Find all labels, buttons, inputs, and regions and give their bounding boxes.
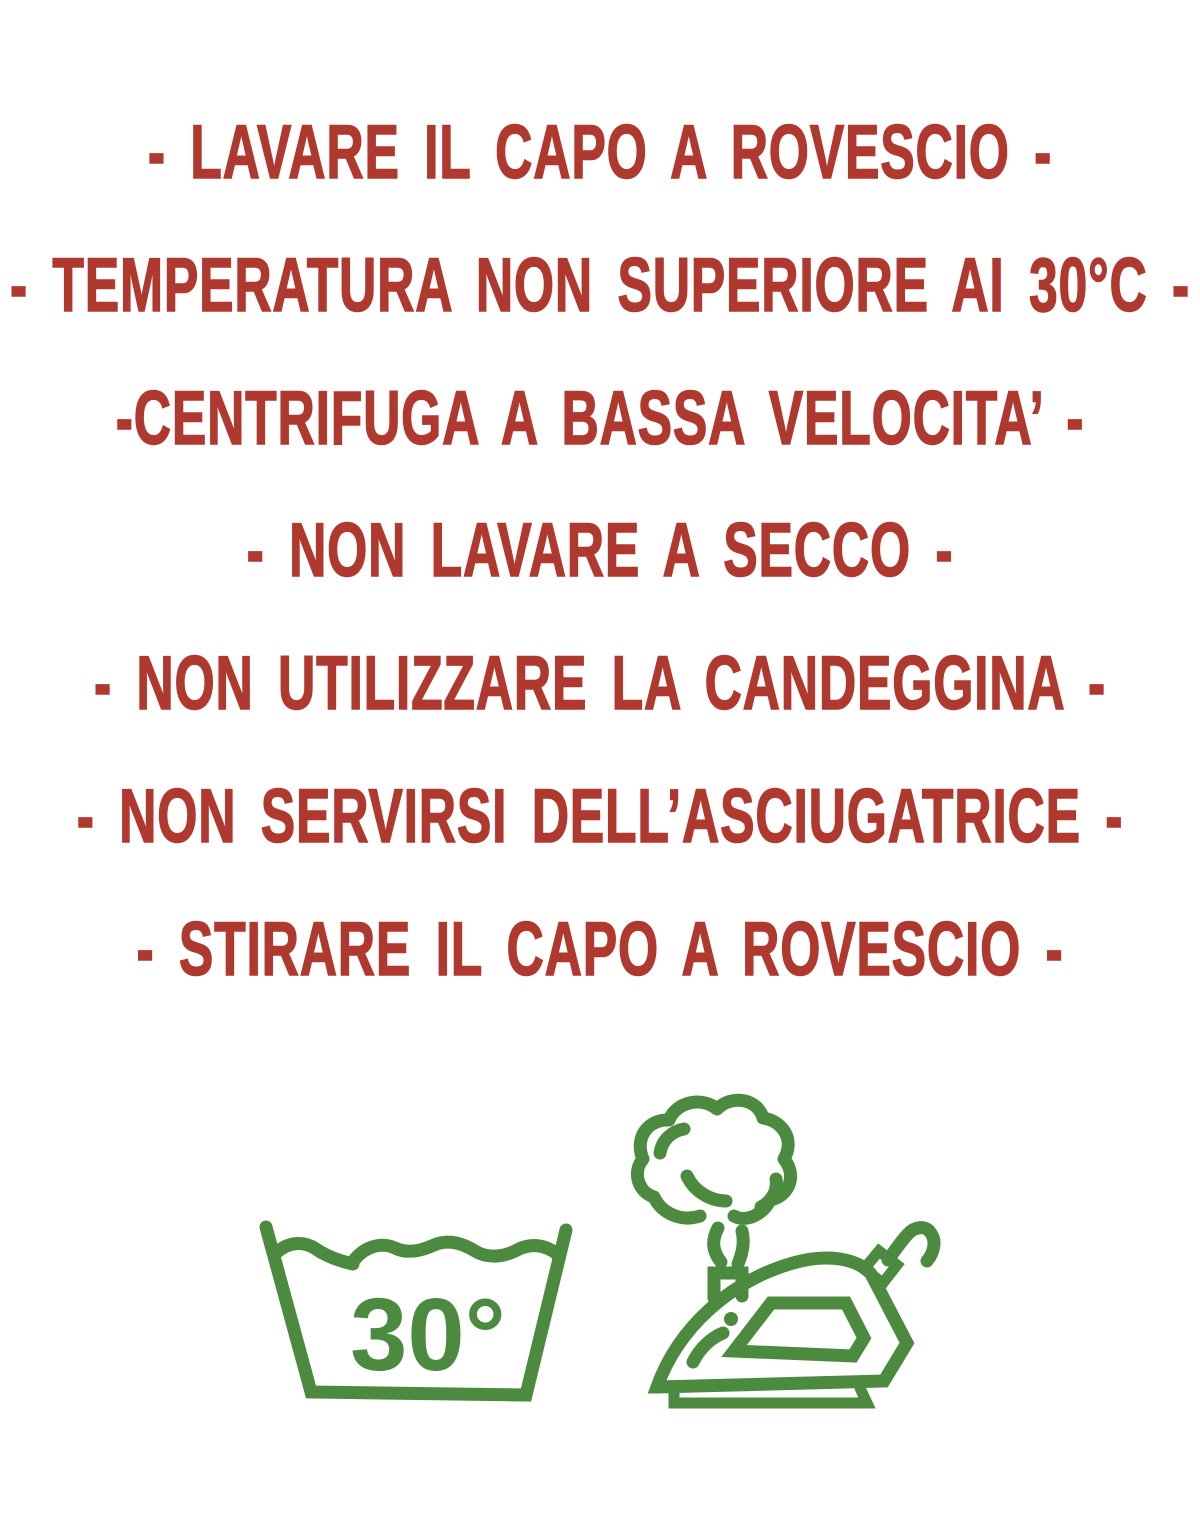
wash-basin-30-icon — [258, 1218, 578, 1413]
steam-cloud-detail-left — [660, 1129, 684, 1153]
steam-iron-icon — [630, 1090, 950, 1420]
care-instruction-line-3: -CENTRIFUGA A BASSA VELOCITA’ - — [115, 376, 1085, 461]
iron-body-dash — [693, 1333, 723, 1362]
iron-cord — [888, 1228, 934, 1261]
care-instruction-line-6: - NON SERVIRSI DELL’ASCIUGATRICE - — [76, 774, 1124, 859]
wash-temperature-label: 30° — [350, 1277, 506, 1392]
steam-trail-left — [714, 1228, 721, 1262]
basin-water-wave-right — [355, 1242, 557, 1259]
care-instruction-line-4: - NON LAVARE A SECCO - — [246, 508, 954, 593]
care-instruction-line-7: - STIRARE IL CAPO A ROVESCIO - — [136, 907, 1064, 992]
basin-water-wave-left — [276, 1243, 353, 1264]
steam-trail-right — [738, 1231, 743, 1264]
care-instruction-line-1: - LAVARE IL CAPO A ROVESCIO - — [147, 110, 1053, 195]
iron-handle-window — [734, 1303, 864, 1356]
care-instruction-line-5: - NON UTILIZZARE LA CANDEGGINA - — [93, 641, 1107, 726]
iron-body-dot — [724, 1312, 738, 1326]
steam-cloud-detail-right — [761, 1179, 776, 1207]
steam-cloud-detail-center — [687, 1176, 726, 1201]
care-instruction-line-2: - TEMPERATURA NON SUPERIORE AI 30°C - — [10, 243, 1191, 328]
